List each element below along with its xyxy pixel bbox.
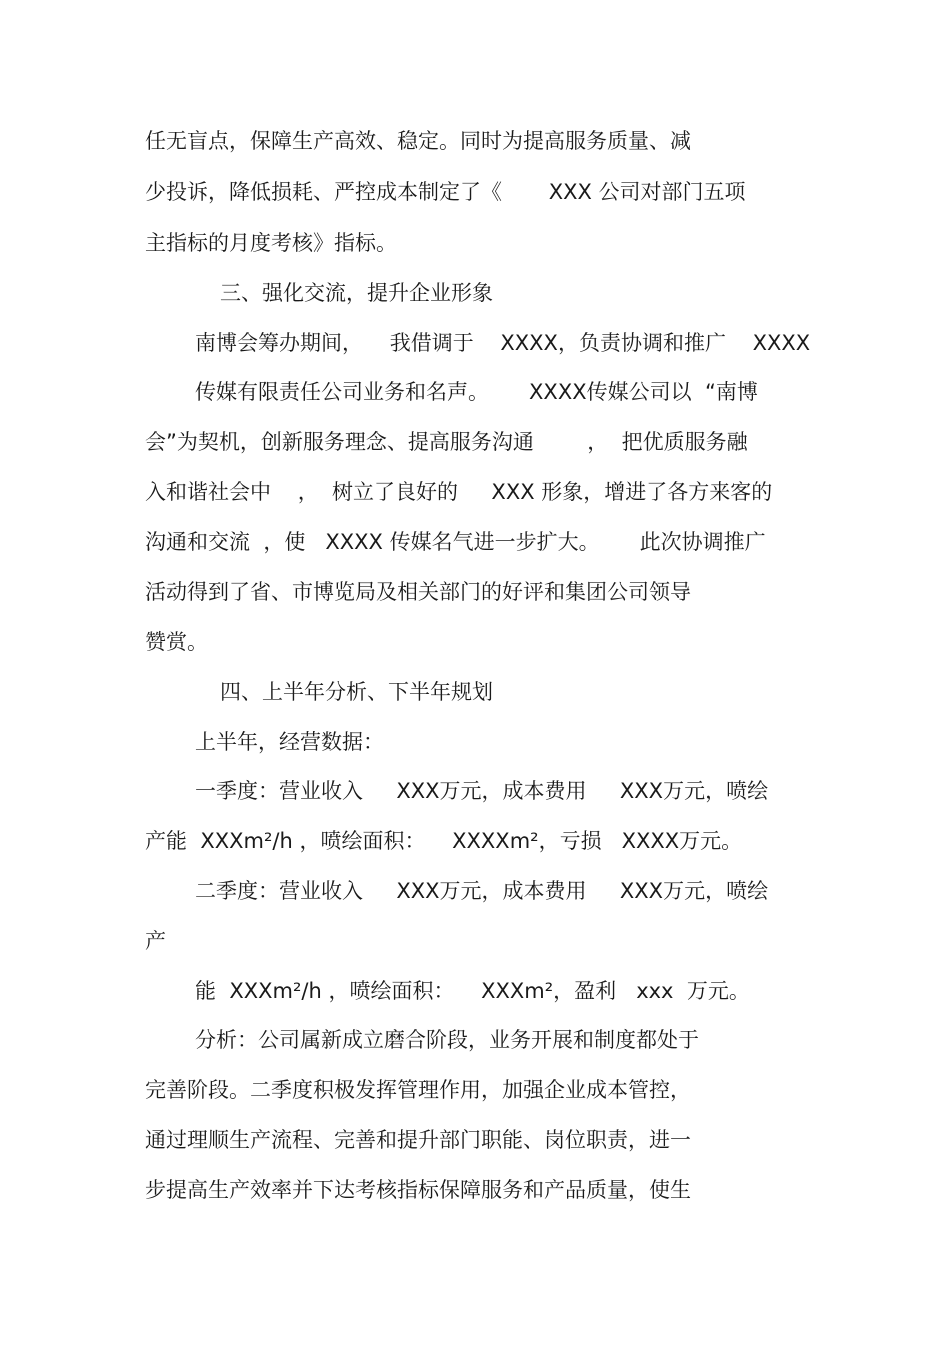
text-line-14: 一季度：营业收入 XXX万元，成本费用 XXX万元，喷绘	[195, 779, 769, 803]
text-line-17: 产	[145, 929, 166, 953]
text-line-16: 二季度：营业收入 XXX万元，成本费用 XXX万元，喷绘	[195, 879, 769, 903]
text-line-20: 完善阶段。二季度积极发挥管理作用，加强企业成本管控，	[145, 1078, 691, 1102]
text-line-5: 南博会筹办期间， 我借调于 XXXX，负责协调和推广 XXXX	[195, 331, 811, 355]
text-line-3: 主指标的月度考核》指标。	[145, 231, 397, 255]
text-line-21: 通过理顺生产流程、完善和提升部门职能、岗位职责，进一	[145, 1128, 691, 1152]
text-line-1: 任无盲点，保障生产高效、稳定。同时为提高服务质量、减	[145, 129, 691, 153]
text-line-9: 沟通和交流 ，使 XXXX 传媒名气进一步扩大。 此次协调推广	[145, 530, 766, 554]
text-line-7: 会”为契机，创新服务理念、提高服务沟通 ， 把优质服务融	[145, 430, 748, 454]
text-line-22: 步提高生产效率并下达考核指标保障服务和产品质量，使生	[145, 1178, 691, 1202]
text-line-19: 分析：公司属新成立磨合阶段，业务开展和制度都处于	[195, 1028, 699, 1052]
text-line-13: 上半年，经营数据：	[195, 730, 384, 754]
text-line-15: 产能 XXXm²/h ，喷绘面积： XXXXm²，亏损 XXXX万元。	[145, 829, 743, 853]
text-line-8: 入和谐社会中 ， 树立了良好的 XXX 形象，增进了各方来客的	[145, 480, 773, 504]
text-line-10: 活动得到了省、市博览局及相关部门的好评和集团公司领导	[145, 580, 691, 604]
text-line-18: 能 XXXm²/h ，喷绘面积： XXXm²，盈利 xxx 万元。	[195, 979, 750, 1003]
text-line-6: 传媒有限责任公司业务和名声。 XXXX传媒公司以 “南博	[195, 380, 758, 404]
section-heading-4: 四、上半年分析、下半年规划	[220, 680, 493, 704]
section-heading-3: 三、强化交流，提升企业形象	[220, 281, 493, 305]
text-line-2: 少投诉，降低损耗、严控成本制定了《 XXX 公司对部门五项	[145, 180, 746, 204]
text-line-11: 赞赏。	[145, 630, 208, 654]
